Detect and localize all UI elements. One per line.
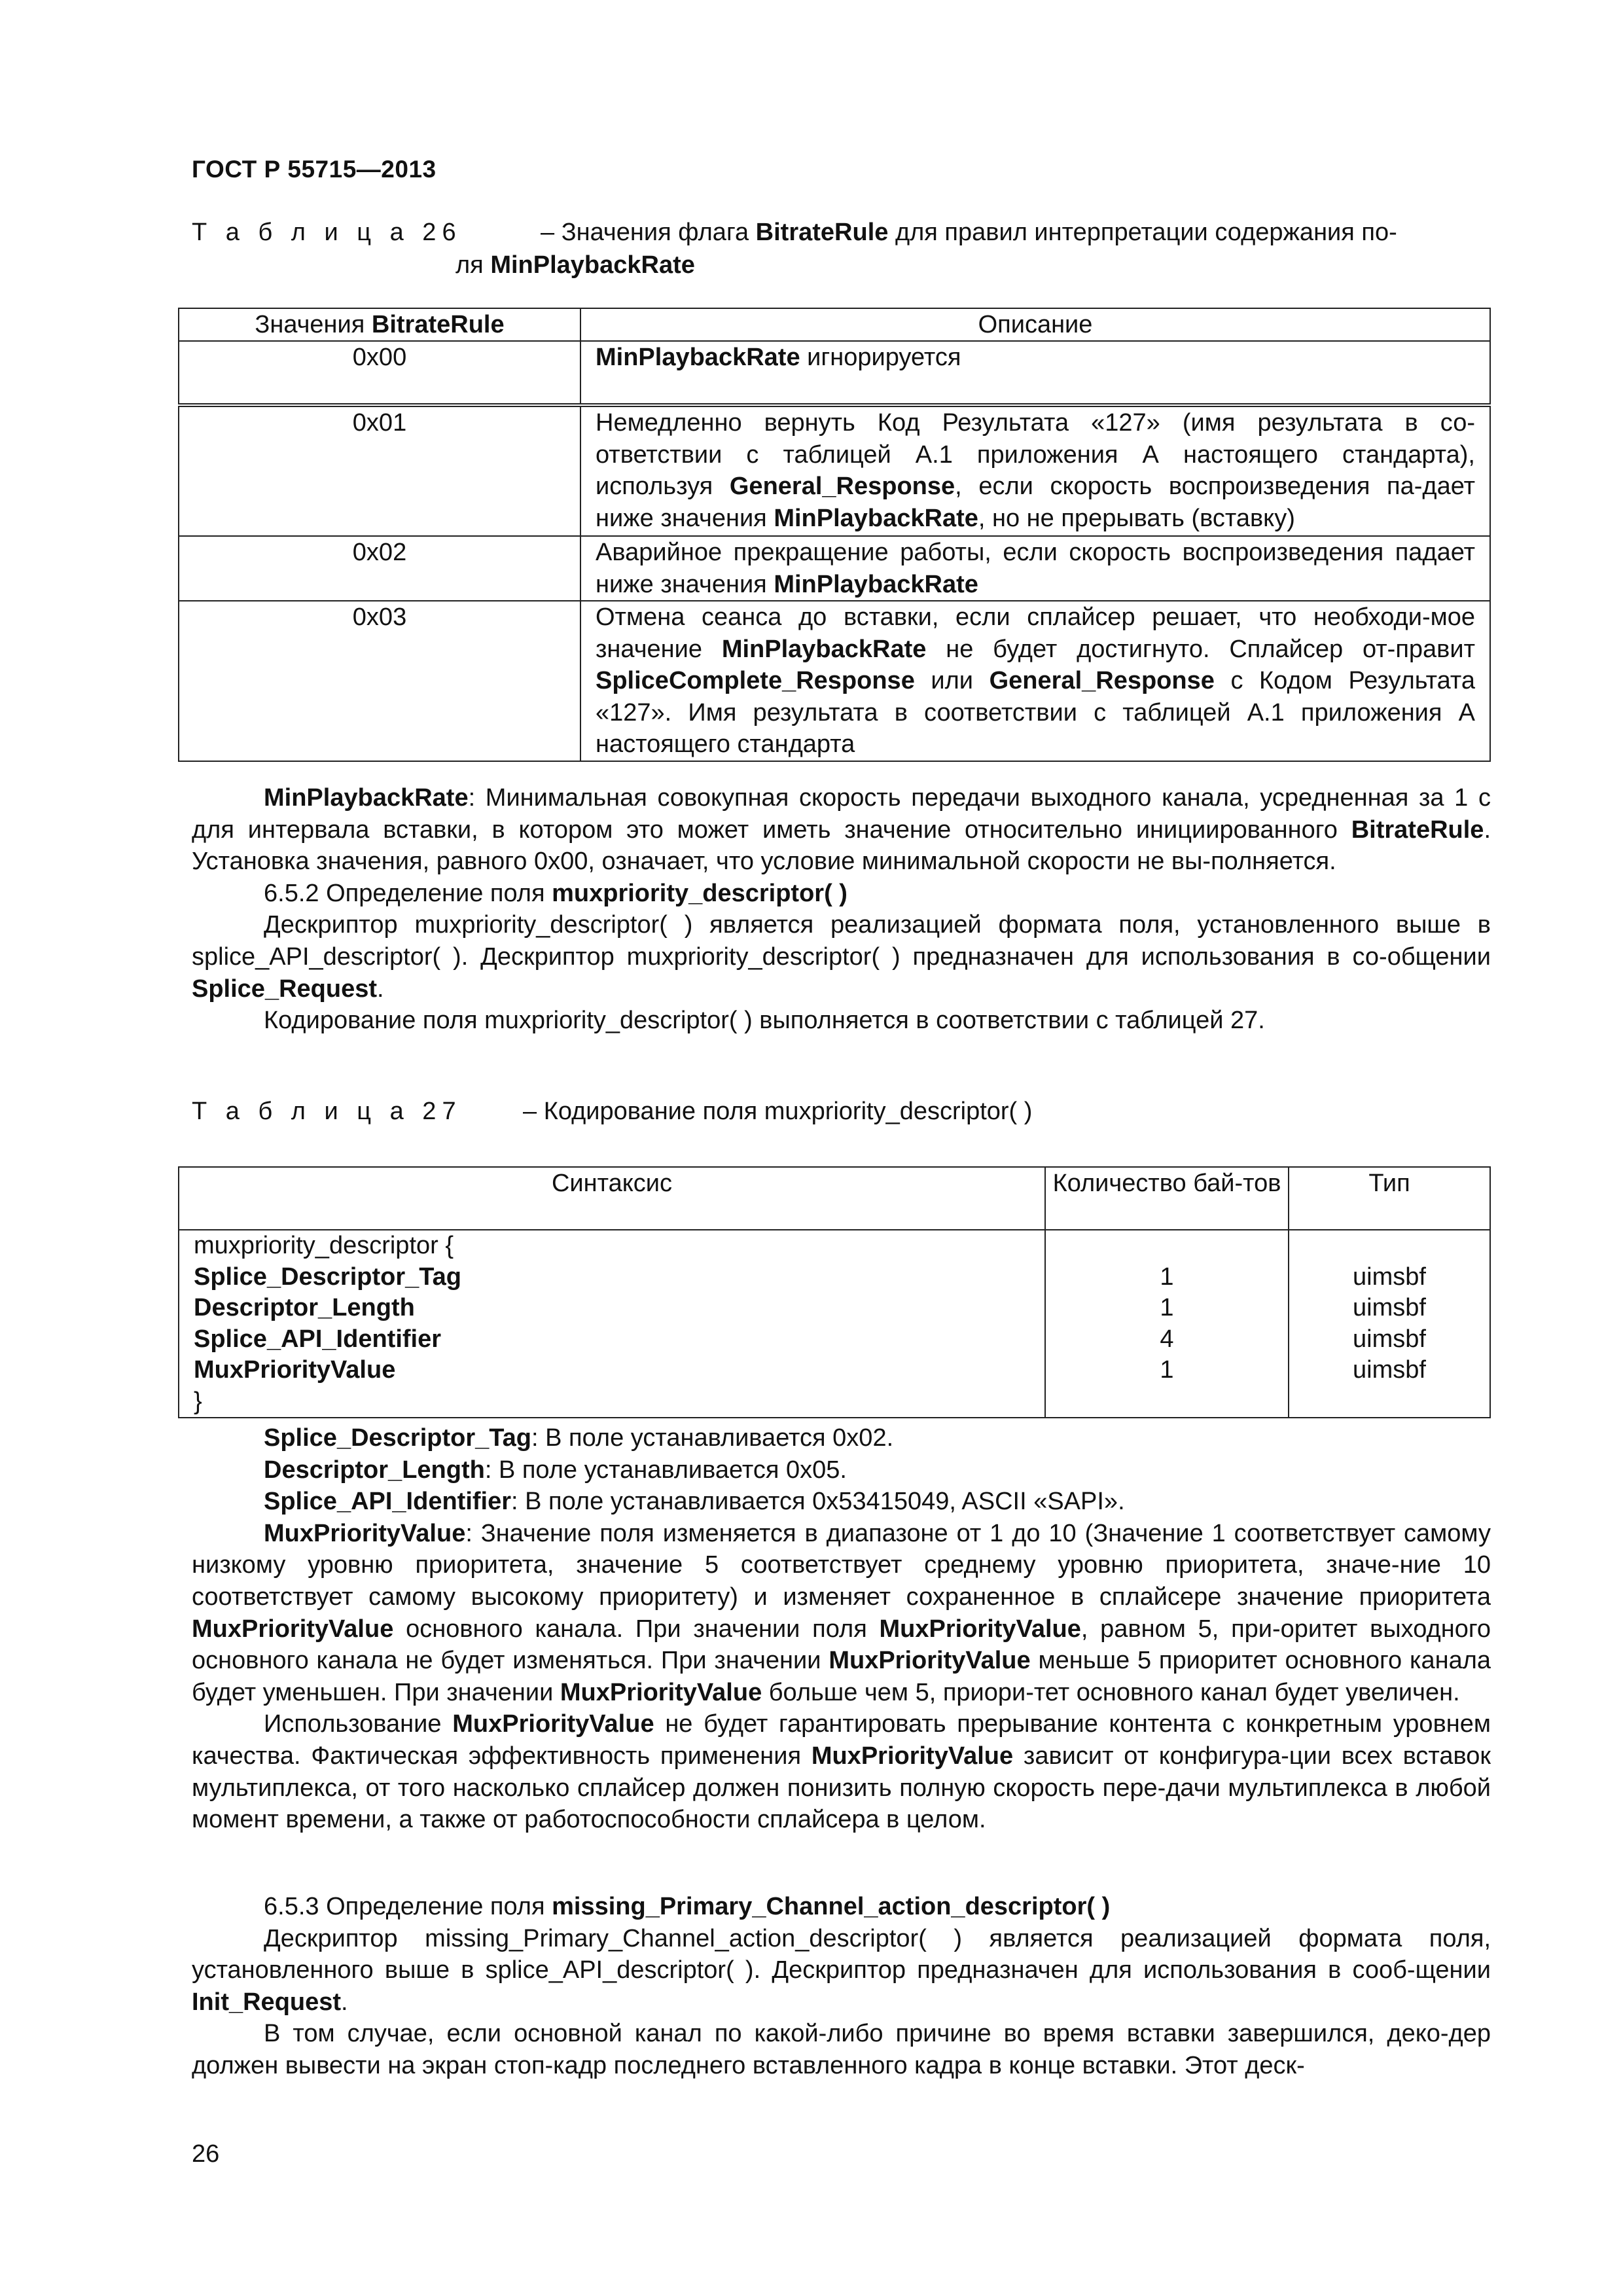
field-count: 1 xyxy=(1160,1263,1174,1291)
bold-term: BitrateRule xyxy=(1351,816,1484,844)
bold-term: General_Response xyxy=(729,473,955,500)
table-26-title-line2 xyxy=(455,249,695,281)
table-26-description xyxy=(580,405,1490,536)
paragraph xyxy=(192,1454,1491,1486)
bold-term: MinPlaybackRate xyxy=(596,344,800,371)
table-row xyxy=(179,405,1490,536)
table-26-value: 0x01 xyxy=(179,405,580,536)
bold-term: MuxPriorityValue xyxy=(192,1615,394,1643)
table-27 xyxy=(178,1166,1491,1418)
table-row xyxy=(179,601,1490,761)
table-26-col-description: Описание xyxy=(580,308,1490,341)
table-27-caption xyxy=(192,1095,1491,1128)
table-26-col-value: Значения BitrateRule xyxy=(179,308,580,341)
table-27-title: – Кодирование поля muxpriority_descriptor( ) xyxy=(523,1098,1033,1125)
text-run: игнорируется xyxy=(800,344,961,371)
field-type: uimsbf xyxy=(1353,1325,1426,1353)
text-run: Кодирование поля muxpriority_descriptor( ) выполняется в соответствии с таблицей 27. xyxy=(264,1007,1265,1035)
table-27-counts xyxy=(1045,1230,1289,1418)
text-block-2 xyxy=(192,1422,1491,1836)
text-run: основного канала. При значении поля xyxy=(393,1615,880,1643)
table-26-caption xyxy=(192,216,1491,281)
table-26-description xyxy=(580,536,1490,601)
bold-term: Splice_API_Identifier xyxy=(264,1488,512,1516)
text-run: больше чем 5, приори-тет основного канал будет увеличен. xyxy=(762,1678,1460,1706)
bold-term: MinPlaybackRate xyxy=(264,784,469,812)
bold-term: MuxPriorityValue xyxy=(264,1519,466,1547)
bold-term: SpliceComplete_Response xyxy=(596,667,915,694)
paragraph xyxy=(192,782,1491,878)
bold-term: MinPlaybackRate xyxy=(774,504,978,532)
bold-term: missing_Primary_Channel_action_descriptor( ) xyxy=(552,1893,1111,1920)
bold-term: General_Response xyxy=(989,667,1215,694)
text-block-1 xyxy=(192,782,1491,1037)
text-run: 6.5.2 Определение поля xyxy=(264,879,552,907)
field-type: uimsbf xyxy=(1353,1356,1426,1384)
text-run: . xyxy=(377,975,384,1003)
field-count: 4 xyxy=(1160,1325,1174,1353)
text-run: : Значение поля изменяется в диапазоне от 1 до 10 (Значение 1 соответствует самому низкому уровню приоритета, значение 5 соответствует среднему уровню приоритета, значе-ние 10 соответствует самому высокому приоритету) и изменяет сохраненное в сплайсере значение приоритета xyxy=(192,1519,1491,1611)
text-run: Дескриптор missing_Primary_Channel_action_descriptor( ) является реализацией формата поля, установленного выше в splice_API_descriptor( ). Дескриптор предназначен для использования в сооб-щении xyxy=(192,1924,1491,1984)
bold-term: Init_Request xyxy=(192,1988,342,2016)
bold-term: MuxPriorityValue xyxy=(829,1647,1031,1675)
field-count: 1 xyxy=(1160,1294,1174,1321)
text-run: . xyxy=(341,1988,348,2016)
field-type: uimsbf xyxy=(1353,1294,1426,1321)
paragraph xyxy=(192,1486,1491,1518)
paragraph xyxy=(192,1518,1491,1709)
table-26-title-line1 xyxy=(541,216,1397,249)
table-27-header-row xyxy=(179,1167,1490,1230)
paragraph xyxy=(192,1708,1491,1835)
bold-term: muxpriority_descriptor( ) xyxy=(552,879,847,907)
text-run: для правил интерпретации содержания по- xyxy=(888,219,1397,246)
table-27-col-type: Тип xyxy=(1289,1167,1490,1230)
syntax-field: Descriptor_Length xyxy=(194,1294,415,1321)
bold-term: MuxPriorityValue xyxy=(560,1678,762,1706)
text-run: : В поле устанавливается 0x02. xyxy=(531,1424,894,1452)
text-run: зависит от конфигура-ции всех вставок мультиплекса, от того насколько сплайсер должен понизить полную скорость пере-дачи мультиплекса в любой момент времени, а также от работоспособности сплайсера в целом. xyxy=(192,1742,1491,1834)
document-header: ГОСТ Р 55715—2013 xyxy=(192,156,437,183)
bold-term: MuxPriorityValue xyxy=(879,1615,1081,1643)
text-run: , но не прерывать (вставку) xyxy=(978,504,1295,532)
syntax-field: MuxPriorityValue xyxy=(194,1356,396,1384)
text-run: Немедленно вернуть Код Результата «127» (имя результата в со-ответствии с таблицей А.1 приложения А настоящего стандарта), используя xyxy=(596,409,1475,500)
bold-term: MinPlaybackRate xyxy=(721,635,927,663)
text-run: или xyxy=(914,667,990,694)
table-26 xyxy=(178,308,1491,762)
text-run: ля xyxy=(455,251,491,279)
text-run: Отмена сеанса до вставки, если сплайсер решает, что необходи-мое значение xyxy=(596,603,1475,663)
table-27-col-count: Количество бай-тов xyxy=(1045,1167,1289,1230)
text-block-3 xyxy=(192,1891,1491,2082)
text-run: 6.5.3 Определение поля xyxy=(264,1893,552,1920)
text-run: В том случае, если основной канал по какой-либо причине во время вставки завершился, деко-дер должен вывести на экран стоп-кадр последнего вставленного кадра в конце вставки. Этот деск- xyxy=(192,2020,1491,2079)
syntax-close: } xyxy=(194,1387,202,1415)
bold-term: MuxPriorityValue xyxy=(452,1710,654,1738)
text-run: : Минимальная совокупная скорость передачи выходного канала, усредненная за 1 с для интервала вставки, в котором это может иметь значение относительно инициированного xyxy=(192,784,1491,844)
table-row xyxy=(179,536,1490,601)
text-run: , равном 5, при-оритет выходного основного канала не будет изменяться. При значении xyxy=(192,1615,1491,1675)
table-row xyxy=(179,1230,1490,1418)
text-run: Использование xyxy=(264,1710,453,1738)
paragraph xyxy=(192,1891,1491,1923)
paragraph xyxy=(192,1422,1491,1454)
page-number: 26 xyxy=(192,2140,220,2168)
syntax-field: Splice_API_Identifier xyxy=(194,1325,442,1353)
bold-term: MinPlaybackRate xyxy=(490,251,695,279)
text-run: меньше 5 приоритет основного канала будет уменьшен. При значении xyxy=(192,1647,1491,1706)
bold-term: BitrateRule xyxy=(755,219,889,246)
table-27-syntax xyxy=(179,1230,1045,1418)
text-run: – Значения флага xyxy=(541,219,756,246)
table-row xyxy=(179,341,1490,405)
field-type: uimsbf xyxy=(1353,1263,1426,1291)
table-26-description xyxy=(580,601,1490,761)
text-run: не будет достигнуто. Сплайсер от-правит xyxy=(926,635,1475,663)
paragraph xyxy=(192,1005,1491,1037)
table-26-value: 0x02 xyxy=(179,536,580,601)
table-26-label: Т а б л и ц а 26 xyxy=(192,219,462,246)
paragraph xyxy=(192,1923,1491,2018)
paragraph xyxy=(192,909,1491,1005)
bold-term: MuxPriorityValue xyxy=(811,1742,1014,1770)
paragraph xyxy=(192,2018,1491,2081)
text-run: не будет гарантировать прерывание контента с конкретным уровнем качества. Фактическая эффективность применения xyxy=(192,1710,1491,1770)
text-run: : В поле устанавливается 0x05. xyxy=(484,1456,847,1484)
text-run: : В поле устанавливается 0x53415049, ASCII «SAPI». xyxy=(511,1488,1125,1516)
table-26-description xyxy=(580,341,1490,405)
syntax-field: Splice_Descriptor_Tag xyxy=(194,1263,462,1291)
syntax-open: muxpriority_descriptor { xyxy=(194,1232,454,1259)
table-27-label: Т а б л и ц а 27 xyxy=(192,1098,462,1125)
table-26-value: 0x03 xyxy=(179,601,580,761)
bold-term: Splice_Request xyxy=(192,975,377,1003)
paragraph xyxy=(192,878,1491,910)
field-count: 1 xyxy=(1160,1356,1174,1384)
bold-term: MinPlaybackRate xyxy=(774,570,978,598)
table-27-col-syntax: Синтаксис xyxy=(179,1167,1045,1230)
text-run: Дескриптор muxpriority_descriptor( ) является реализацией формата поля, установленного выше в splice_API_descriptor( ). Дескриптор muxpriority_descriptor( ) предназначен для использования в со-общении xyxy=(192,911,1491,971)
table-27-types xyxy=(1289,1230,1490,1418)
text-run: Аварийное прекращение работы, если скорость воспроизведения падает ниже значения xyxy=(596,539,1475,598)
table-26-header-row xyxy=(179,308,1490,341)
text-run: . Установка значения, равного 0x00, означает, что условие минимальной скорости не вы-полняется. xyxy=(192,816,1491,876)
bold-term: Splice_Descriptor_Tag xyxy=(264,1424,532,1452)
bold-term: Descriptor_Length xyxy=(264,1456,485,1484)
table-26-value: 0x00 xyxy=(179,341,580,405)
text-run: , если скорость воспроизведения па-дает ниже значения xyxy=(596,473,1475,532)
text-run: с Кодом Результата «127». Имя результата в соответствии с таблицей А.1 приложения А настоящего стандарта xyxy=(596,667,1475,758)
